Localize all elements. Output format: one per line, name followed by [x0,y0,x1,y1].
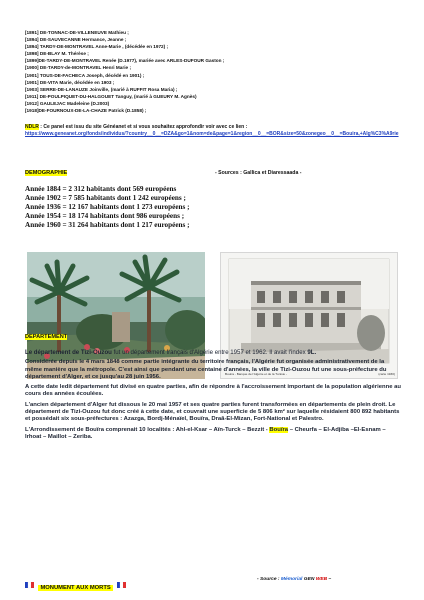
department-para-1: Considérée depuis le 4 mars 1848 comme partie intégrante du territoire français, l'Algérie fut organisée administrativement de la même manière que la métropole. C'est ainsi que pendant une centaine d'années, la ville de Tizi-Ouzou fut une sous-préfecture du département d'Alger, et ce jusqu'au 28 juin 1956. [25,359,387,380]
department-intro [25,349,402,356]
genealogy-list [25,29,405,114]
ndlr-note [25,124,400,138]
department-para-2: A cette date ledit département fut divisé en quatre parties, afin de répondre à l'accroissement important de la population algérienne au cours des années écoulées. [25,384,401,398]
department-heading: DEPARTEMENT [25,334,68,340]
genealogy-entry: [1912] GAULEJAC Madeleine (D.2003) [25,100,110,106]
arrondissement-text [25,427,402,442]
ndlr-text: : Ce panel est issu du site Généanet et si vous souhaitez approfondir voir avec ce lien : [38,124,248,130]
monument-heading: MONUMENT AUX MORTS [40,585,111,591]
arrondissement-title: L'Arrondissement de Bouïra [25,426,104,433]
genealogy-entry: [1894] TARDY-DE-MONTRAVEL Anne-Marie , (décédée en 1972) ; [25,44,169,50]
population-row: Année 1954 = 18 174 habitants dont 986 européens ; [25,212,185,220]
genealogy-entry: [1911] DE-POULPIQUET-DU-HALGOUET Tanguy, (marié à GUEURY M. Agnès) [25,93,197,99]
french-flag-icon [25,582,34,588]
department-intro-b: fut un département français d'Algérie entre 1957 et 1962. Il avait l'index [111,349,308,356]
arrondissement-list-b: – Cheurfa – El-Adjiba –El-Esnam – Irhoat – Maillot – Zeriba. [25,426,386,440]
french-flag-icon [117,582,126,588]
demography-heading: DEMOGRAPHIE [25,170,68,176]
genealogy-entry: [1900] DE-TARDY-de-MONTRAVEL Henri Marie ; [25,65,132,71]
monument-section [25,576,402,591]
memorial-name: Mémorial [280,577,303,582]
monument-source [257,577,331,582]
genealogy-entry: [1891] DE-TONNAC-DE-VILLENEUVE Mathieu ; [25,30,129,35]
ndlr-label: NDLR [25,124,39,130]
bouira-highlight: Bouïra [269,426,289,433]
population-row: Année 1960 = 31 264 habitants dont 1 217 européens ; [25,221,190,229]
genealogy-entry: [1901] TOUS-DE-FACHECA Joseph, décédé en 1901) ; [25,72,145,78]
department-intro-end: . [314,349,317,356]
memorial-gen: GEN [302,577,316,582]
genealogy-entry: [1894] DE-SAUVECANNE Hermance, Jeanne ; [25,37,127,43]
monument-source-prefix: - Source : [257,577,281,582]
population-table [25,185,265,230]
photo-caption-left: Bouira - Banque de l'Algérie et de la Tunisie - [225,372,287,376]
population-row: Année 1902 = 7 585 habitants dont 1 242 européens ; [25,194,186,202]
genealogy-entry: [1898] DE-BLAY M. Thérèse ; [25,51,89,57]
department-index: 9L [307,349,315,356]
memorial-web: WEB [315,577,328,582]
photo-caption-right: (carte 1930) [378,372,395,376]
population-row: Année 1884 = 2 312 habitants dont 569 européens [25,185,177,193]
genealogy-entry: [1903] SERRE-DE-LANAUZE Joinville, (marié à RUFFIT Rosa Maria) ; [25,86,178,92]
genealogy-entry: [1918]DE-FOURNOUX-DE-LA-CHAZE Patrick (D.1858) ; [25,108,147,114]
geneanet-link[interactable]: https://www.geneanet.org/fonds/individus/?country__0__=DZA&go=1&nom=de&page=1&region__0__=BOR&size=50&zonegeo__0__=Bouira,+Alg%C3%A9rie [25,131,399,137]
department-text [25,349,402,444]
genealogy-entry: [1899]DE-TARDY-DE-MONTRAVEL Renée (D.1977), mariée avec ARLES-DUFOUR Gaston ; [25,58,225,64]
department-para-3: L'ancien département d'Alger fut dissous le 20 mai 1957 et ses quatre parties furent transformées en départements de plein droit. Le département de Tizi-Ouzou fut donc créé à cette date, et couvrait une superficie de 5 806 km² sur laquelle résidaient 800 892 habitants et possédait six sous-préfectures : Azazga, Bordj-Ménaïel, Bouïra, Draâ-El-Mizan, Fort-National et Palestro. [25,401,400,423]
population-row: Année 1936 = 12 167 habitants dont 1 273 européens ; [25,203,190,211]
department-intro-a: Le département de Tizi-Ouzou [25,349,112,356]
arrondissement-list-a: comprenait 10 localités : Ahl-el-Ksar – Aïn-Turck – Bezzit - [103,426,270,433]
demography-source: - Sources : Gallica et Diaressaada - [215,170,302,176]
genealogy-entry: [1901] DE-VITA Marie, décédée en 1903 ; [25,79,115,85]
monument-source-suffix: – [327,577,332,582]
